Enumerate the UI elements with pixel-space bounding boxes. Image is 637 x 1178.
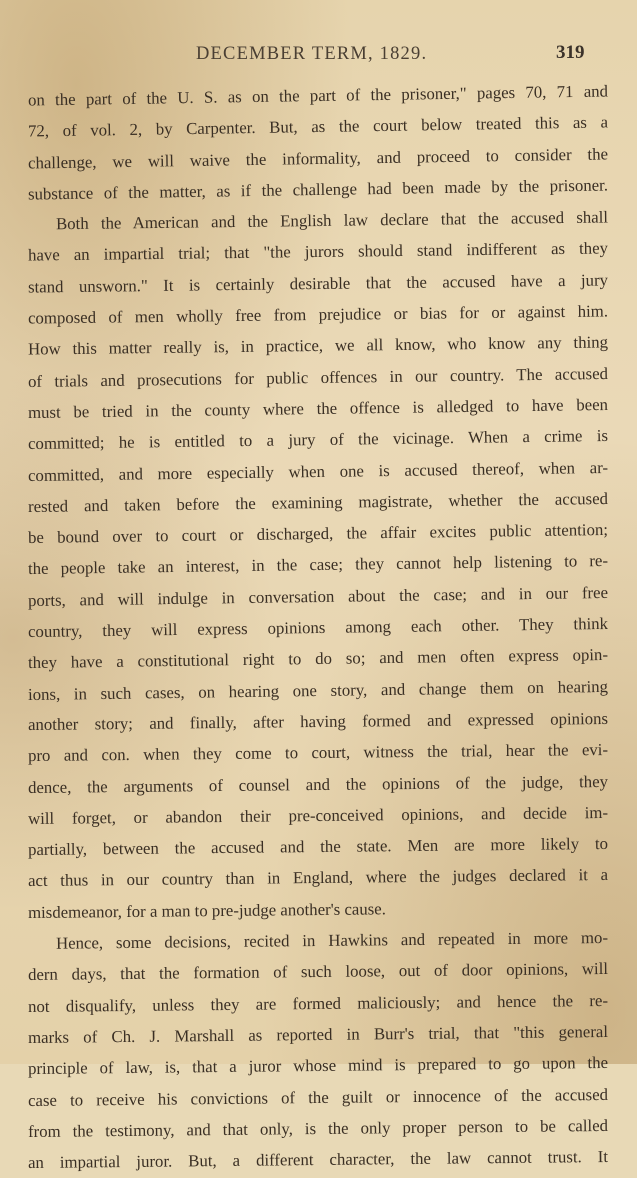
text-line: partially, between the accused and the state. Men are more likely to (27, 834, 609, 860)
text-line: 72, of vol. 2, by Carpenter. But, as the court below treated this as a (27, 112, 609, 141)
text-line: act thus in our country than in England, where the judges declared it a (27, 865, 609, 891)
text-line: on the part of the U. S. as on the part of the prisoner," pages 70, 71 and (27, 81, 609, 110)
text-line: stand unsworn." It is certainly desirable that the accused have a jury (27, 270, 609, 297)
text-line: marks of Ch. J. Marshall as reported in Burr's trial, that "this general (27, 1021, 609, 1047)
text-line: of trials and prosecutions for public offences in our country. The accused (27, 363, 609, 391)
text-line: rested and taken before the examining magistrate, whether the accused (27, 488, 609, 516)
text-line: dern days, that the formation of such loose, out of door opinions, will (27, 959, 609, 985)
text-line: they have a constitutional right to do so; and men often express opin- (27, 645, 609, 673)
text-line: principle of law, is, that a juror whose mind is prepared to go upon the (27, 1053, 609, 1079)
body-text (28, 80, 608, 1175)
text-line: ports, and will indulge in conversation about the case; and in our free (27, 582, 609, 610)
text-line: misdemeanor, for a man to pre-judge another's cause. (27, 899, 386, 922)
text-line: the people take an interest, in the case; they cannot help listening to re- (27, 551, 609, 579)
text-line: How this matter really is, in practice, we all know, who know any thing (27, 332, 609, 359)
text-line: case to receive his convictions of the guilt or innocence of the accused (27, 1084, 609, 1110)
text-line: must be tried in the county where the offence is alledged to have been (27, 394, 609, 423)
text-line: composed of men wholly free from prejudice or bias for or against him. (27, 301, 609, 328)
text-line: Both the American and the English law declare that the accused shall (55, 207, 609, 234)
text-line: committed; he is entitled to a jury of the vicinage. When a crime is (27, 426, 609, 454)
page-header (0, 38, 637, 68)
text-line: dence, the arguments of counsel and the opinions of the judge, they (27, 771, 609, 797)
text-line: have an impartial trial; that "the jurors should stand indifferent as they (27, 238, 609, 266)
text-line: be bound over to court or discharged, the affair excites public attention; (27, 520, 609, 548)
text-line: committed, and more especially when one is accused thereof, when ar- (27, 457, 609, 485)
page-number: 319 (556, 42, 585, 63)
text-line: ions, in such cases, on hearing one story, and change them on hearing (27, 676, 609, 704)
text-line: Hence, some decisions, recited in Hawkins and repeated in more mo- (55, 927, 609, 953)
text-line: substance of the matter, as if the challenge had been made by the prisoner. (27, 175, 609, 204)
text-line: not disqualify, unless they are formed maliciously; and hence the re- (27, 990, 609, 1016)
text-line: another story; and finally, after having formed and expressed opinions (27, 708, 609, 734)
text-line: an impartial juror. But, a different character, the law cannot trust. It (27, 1147, 609, 1173)
text-line: from the testimony, and that only, is the only proper person to be called (27, 1115, 609, 1141)
text-line: country, they will express opinions among each other. They think (27, 613, 609, 642)
running-head: DECEMBER TERM, 1829. (196, 44, 428, 64)
text-line: pro and con. when they come to court, witness the trial, hear the evi- (27, 740, 609, 766)
text-line: challenge, we will waive the informality, and proceed to consider the (27, 144, 609, 173)
text-line: will forget, or abandon their pre-conceived opinions, and decide im- (27, 802, 609, 828)
